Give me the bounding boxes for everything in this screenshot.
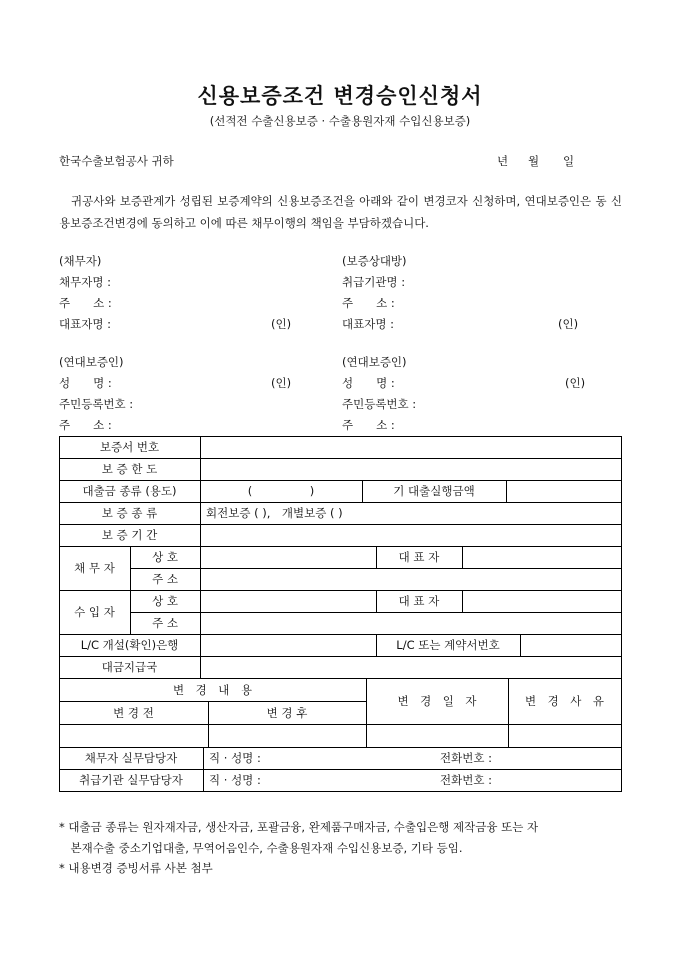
pay-country-label: 대금지급국 [59,656,201,679]
agency-contact-label: 취급기관 실무담당자 [59,769,204,792]
debtor-address-field[interactable]: 주 소 : [59,296,112,310]
change-after-header: 변 경 후 [208,701,367,725]
note-1: * 대출금 종류는 원자재자금, 생산자금, 포괄금융, 완제품구매자금, 수출입은행 제작금융 또는 자 [59,820,539,834]
prior-loan-label: 기 대출실행금액 [362,480,507,503]
lc-no-label: L/C 또는 계약서번호 [376,634,521,657]
agency-contact-input[interactable] [203,769,622,792]
limit-input[interactable] [200,458,622,481]
counterparty-name-field[interactable]: 취급기관명 : [342,275,406,289]
counterparty-heading: (보증상대방) [342,254,407,268]
loan-type-label: 대출금 종류 (용도) [59,480,201,503]
agency-contact-input-phone: 전화번호 : [440,773,492,787]
guarantee-type-label: 보 증 종 류 [59,502,201,525]
lc-bank-input[interactable] [200,634,377,657]
note-3: * 내용변경 증빙서류 사본 첨부 [59,861,213,875]
debtor-rep-field[interactable]: 대표자명 : [59,317,111,331]
change-date-input[interactable] [366,724,509,748]
guarantor2-name-field[interactable]: 성 명 : [342,376,395,390]
guarantor1-id-field[interactable]: 주민등록번호 : [59,397,134,411]
period-label: 보 증 기 간 [59,524,201,547]
debtor-rep-label: 대 표 자 [376,546,463,569]
addressee: 한국수출보험공사 귀하 [59,154,174,168]
limit-label: 보 증 한 도 [59,458,201,481]
guarantor2-address-field[interactable]: 주 소 : [342,418,395,432]
guarantor1-address-field[interactable]: 주 소 : [59,418,112,432]
importer-rep-label: 대 표 자 [376,590,463,613]
debtor-name-field[interactable]: 채무자명 : [59,275,111,289]
prior-loan-input[interactable] [506,480,622,503]
page-subtitle: (선적전 수출신용보증 · 수출용원자재 수입신용보증) [209,114,471,128]
period-input[interactable] [200,524,622,547]
importer-rep-input[interactable] [462,590,622,613]
change-before-input[interactable] [59,724,209,748]
debtor-rep-input[interactable] [462,546,622,569]
date-day: 일 [563,154,575,168]
agency-contact-input-title-name: 직 · 성명 : [209,773,261,787]
debtor-label: 채 무 자 [59,546,131,591]
lc-bank-label: L/C 개설(확인)은행 [59,634,201,657]
debtor-trade-name-label: 상 호 [130,546,201,569]
debtor-heading: (채무자) [59,254,102,268]
importer-trade-name-label: 상 호 [130,590,201,613]
guarantee-type-input[interactable]: 회전보증 ( ), 개별보증 ( ) [200,502,622,525]
change-date-header: 변 경 일 자 [366,678,509,725]
lc-no-input[interactable] [520,634,622,657]
change-after-input[interactable] [208,724,367,748]
debtor-trade-name-input[interactable] [200,546,377,569]
date-year: 년 [497,154,509,168]
importer-label: 수 입 자 [59,590,131,635]
change-before-header: 변 경 전 [59,701,209,725]
guarantor1-name-field[interactable]: 성 명 : [59,376,112,390]
guarantor2-id-field[interactable]: 주민등록번호 : [342,397,417,411]
guarantee-change-table [59,436,621,792]
change-reason-input[interactable] [508,724,622,748]
counterparty-address-field[interactable]: 주 소 : [342,296,395,310]
date-month: 월 [528,154,540,168]
importer-address-input[interactable] [200,612,622,635]
counterparty-seal: (인) [558,317,579,331]
debtor-address-input[interactable] [200,568,622,591]
change-content-header: 변 경 내 용 [59,678,367,702]
importer-trade-name-input[interactable] [200,590,377,613]
debtor-address-label: 주 소 [130,568,201,591]
note-2: 본재수출 중소기업대출, 무역어음인수, 수출용원자재 수입신용보증, 기타 등임. [59,841,463,855]
guarantor1-heading: (연대보증인) [59,355,124,369]
debtor-contact-input[interactable] [203,747,622,770]
importer-address-label: 주 소 [130,612,201,635]
cert-no-label: 보증서 번호 [59,436,201,459]
declaration-body: 귀공사와 보증관계가 성립된 보증계약의 신용보증조건을 아래와 같이 변경코자 신청하며, 연대보증인은 동 신용보증조건변경에 동의하고 이에 따른 채무이행의 책임을 부담하겠습니다. [59,194,622,230]
cert-no-input[interactable] [200,436,622,459]
guarantor2-heading: (연대보증인) [342,355,407,369]
pay-country-input[interactable] [200,656,622,679]
debtor-contact-input-title-name: 직 · 성명 : [209,751,261,765]
debtor-contact-input-phone: 전화번호 : [440,751,492,765]
change-reason-header: 변 경 사 유 [508,678,622,725]
debtor-contact-label: 채무자 실무담당자 [59,747,204,770]
debtor-seal: (인) [271,317,292,331]
page-title: 신용보증조건 변경승인신청서 [197,83,483,108]
guarantor1-seal: (인) [271,376,292,390]
counterparty-rep-field[interactable]: 대표자명 : [342,317,394,331]
loan-type-input[interactable]: ( ) [200,480,363,503]
declaration-text [59,190,622,234]
guarantor2-seal: (인) [565,376,586,390]
